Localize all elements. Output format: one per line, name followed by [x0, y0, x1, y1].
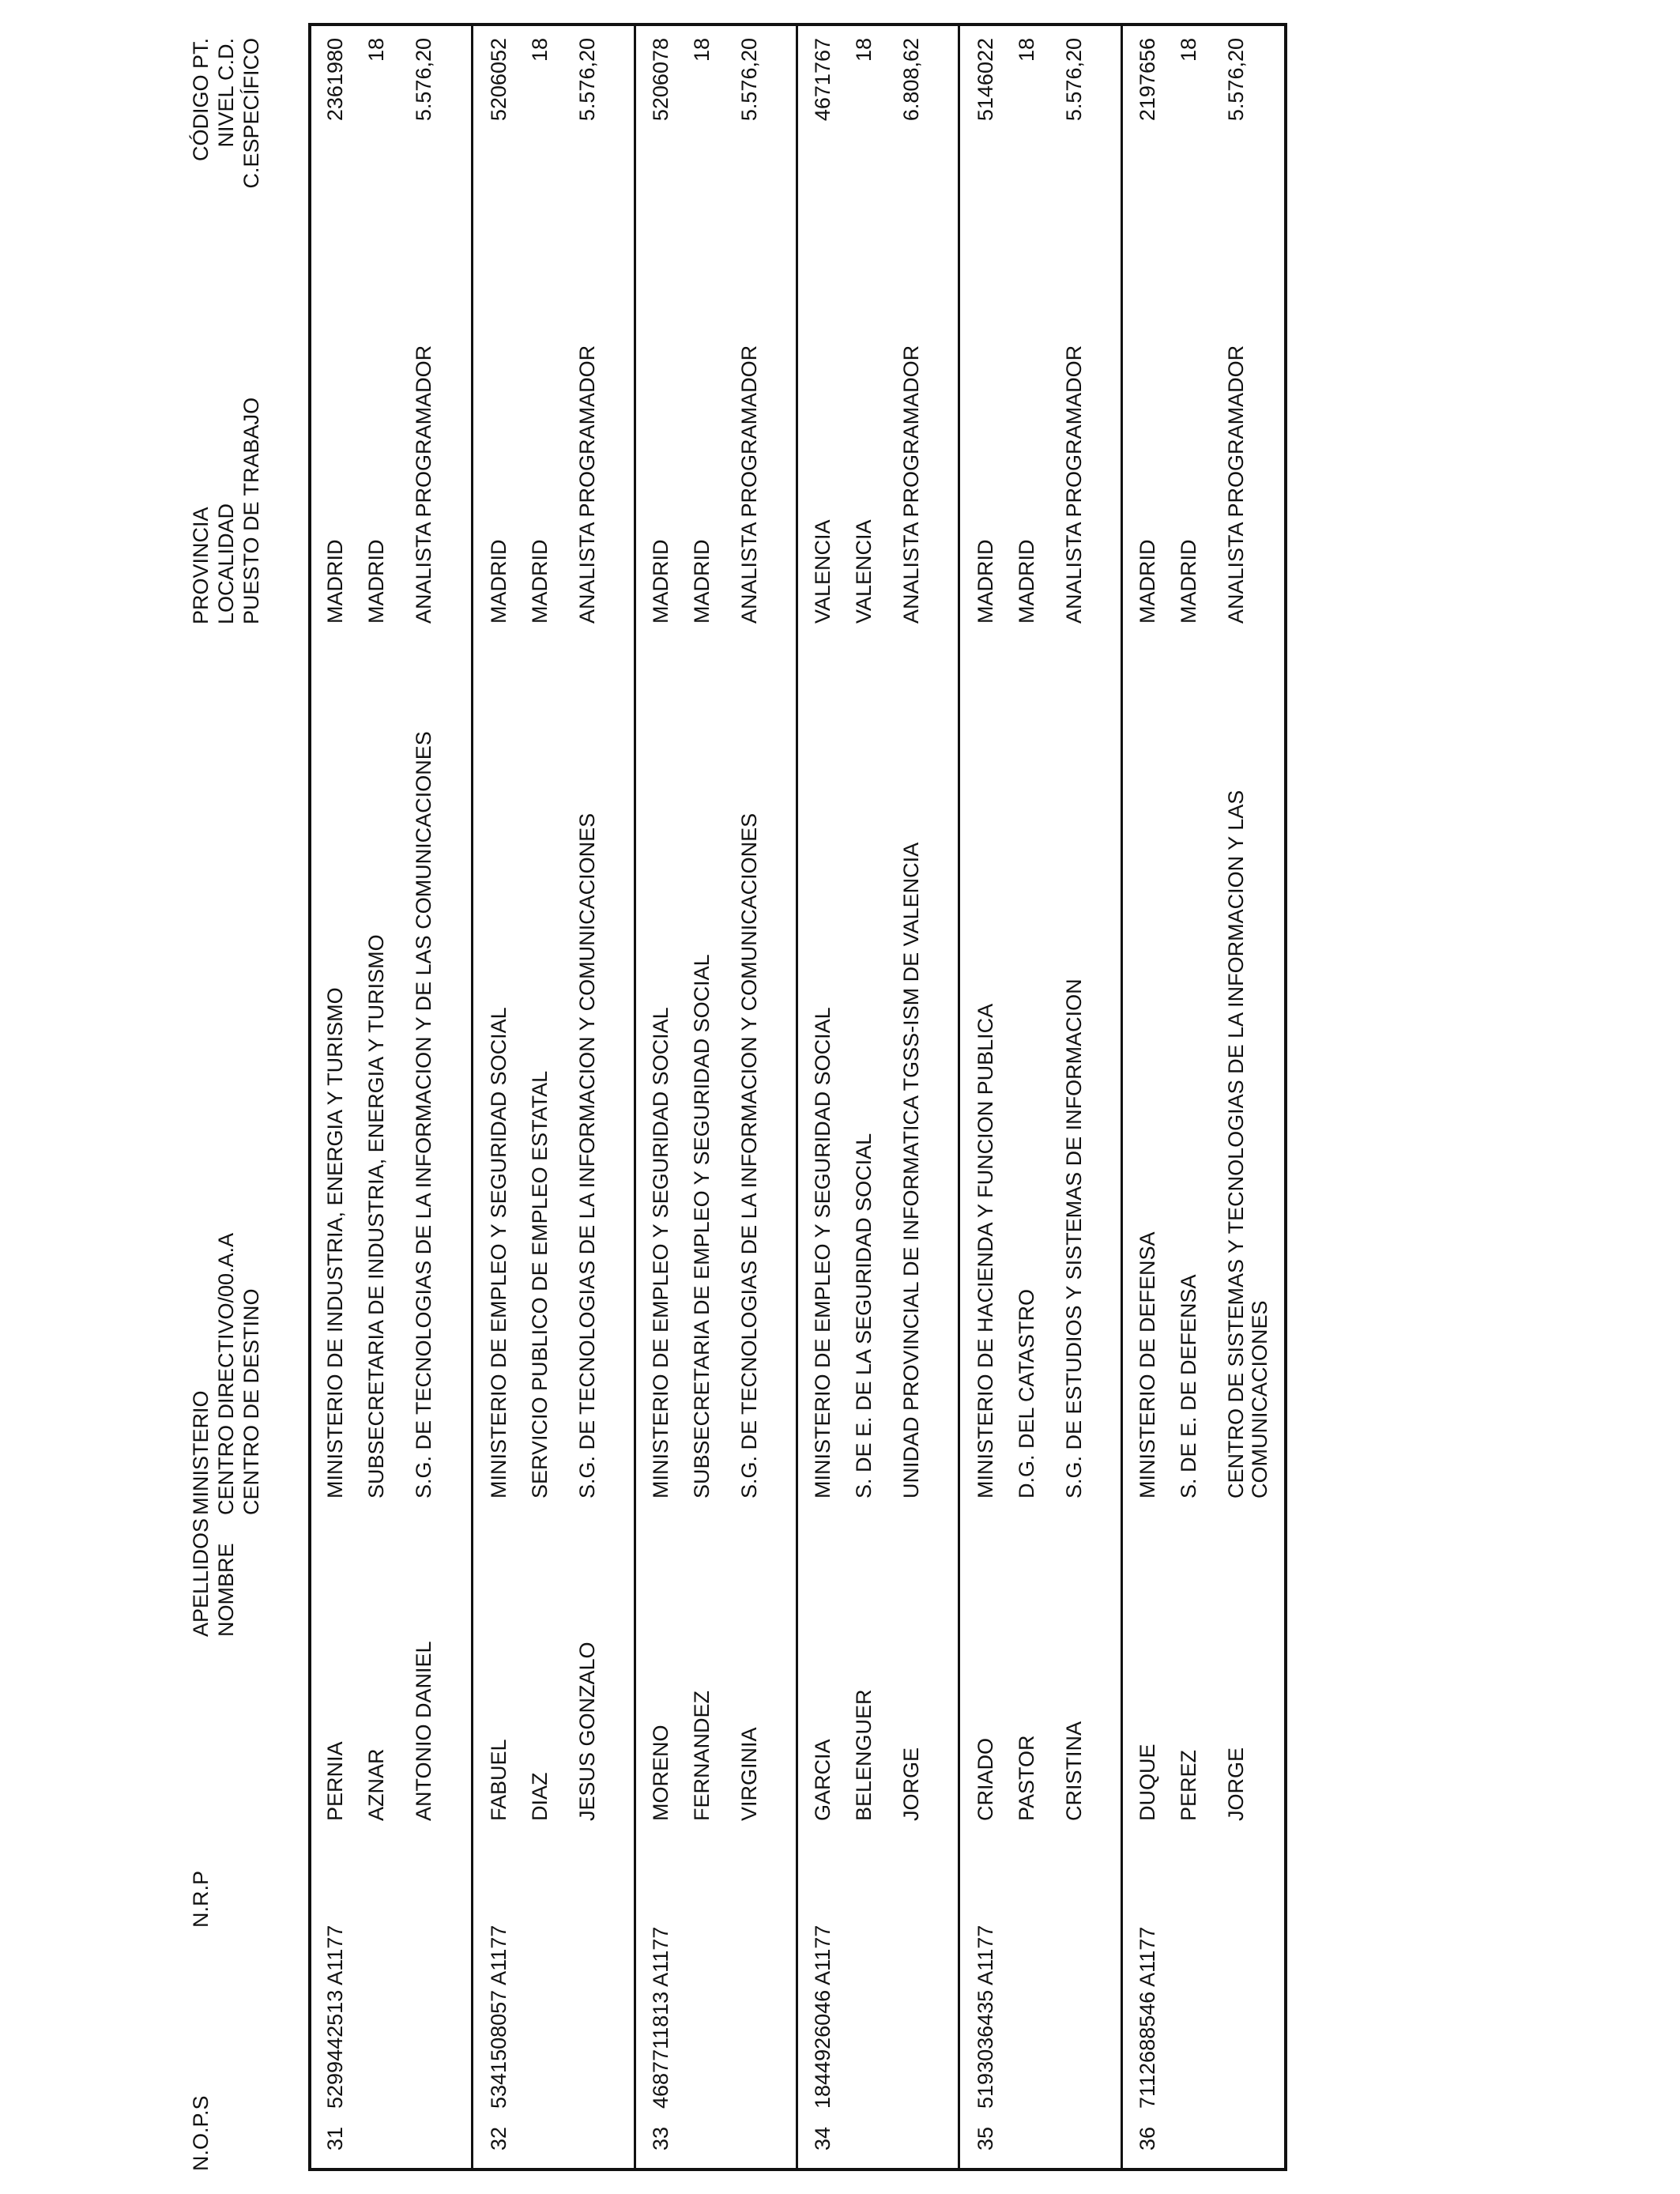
header-ministerio-centro [188, 1233, 264, 1515]
row-place-line: MADRID [487, 539, 510, 624]
row-center-line: MINISTERIO DE EMPLEO Y SEGURIDAD SOCIAL [811, 1007, 834, 1498]
row-nops: 32 [487, 2126, 510, 2151]
row-code-line: 5.576,20 [412, 38, 435, 122]
row-center-line: MINISTERIO DE DEFENSA [1136, 1231, 1159, 1498]
header-puesto: PUESTO DE TRABAJO [239, 397, 263, 624]
row-code-line: 5206078 [649, 38, 672, 122]
row-place-line: MADRID [323, 539, 347, 624]
row-code-line: 5.576,20 [737, 38, 761, 122]
row-place-line: MADRID [364, 539, 388, 624]
row-name-line: JORGE [1224, 1747, 1248, 1821]
row-center-line: SUBSECRETARIA DE INDUSTRIA, ENERGIA Y TURISMO [364, 934, 388, 1498]
row-name-line: MORENO [649, 1725, 672, 1821]
row-name-line: GARCIA [811, 1739, 834, 1821]
row-place-line: VALENCIA [811, 519, 834, 624]
header-nivel: NIVEL C.D. [214, 38, 238, 148]
row-code-line: 18 [852, 38, 876, 62]
row-name-line: ANTONIO DANIEL [412, 1641, 435, 1821]
row-code-line: 18 [690, 38, 714, 62]
row-center-line: S. DE E. DE LA SEGURIDAD SOCIAL [852, 1133, 876, 1498]
row-place-line: MADRID [649, 539, 672, 624]
row-center-line: S. DE E. DE DEFENSA [1177, 1274, 1200, 1498]
row-place-line: ANALISTA PROGRAMADOR [1062, 345, 1086, 624]
header-codigo: CÓDIGO PT. [189, 38, 213, 162]
row-place-line: ANALISTA PROGRAMADOR [1224, 345, 1248, 624]
row-code-line: 2361980 [323, 38, 347, 122]
row-code-line: 18 [1015, 38, 1038, 62]
header-ministerio: MINISTERIO [189, 1390, 213, 1515]
row-name-line: PASTOR [1015, 1735, 1038, 1821]
row-code-line: 5146022 [974, 38, 997, 122]
row-center-line: UNIDAD PROVINCIAL DE INFORMATICA TGSS-ISM DE VALENCIA [899, 842, 923, 1498]
header-centro-directivo: CENTRO DIRECTIVO/00.A.A [214, 1232, 238, 1515]
row-place-line: MADRID [974, 539, 997, 624]
row-place-line: ANALISTA PROGRAMADOR [737, 345, 761, 624]
header-apellidos-nombre [188, 1518, 239, 1637]
row-place-line: ANALISTA PROGRAMADOR [412, 345, 435, 624]
row-name-line: FABUEL [487, 1739, 510, 1821]
row-center-line: CENTRO DE SISTEMAS Y TECNOLOGIAS DE LA INFORMACION Y LAS [1224, 790, 1248, 1498]
row-nops: 34 [811, 2126, 834, 2151]
row-code-line: 5.576,20 [575, 38, 599, 122]
row-nrp: 7112688546 A1177 [1136, 1926, 1159, 2109]
row-center-line: COMUNICACIONES [1248, 1300, 1271, 1498]
row-name-line: PEREZ [1177, 1749, 1200, 1821]
row-name-line: BELENGUER [852, 1689, 876, 1821]
row-code-line: 18 [528, 38, 552, 62]
row-center-line: S.G. DE TECNOLOGIAS DE LA INFORMACION Y COMUNICACIONES [575, 812, 599, 1498]
row-nops: 31 [323, 2126, 347, 2151]
row-place-line: MADRID [690, 539, 714, 624]
header-provincia: PROVINCIA [189, 507, 213, 624]
row-center-line: SERVICIO PUBLICO DE EMPLEO ESTATAL [528, 1070, 552, 1498]
row-place-line: MADRID [528, 539, 552, 624]
row-name-line: JORGE [899, 1747, 923, 1821]
row-name-line: DUQUE [1136, 1744, 1159, 1821]
row-center-line: MINISTERIO DE EMPLEO Y SEGURIDAD SOCIAL [649, 1007, 672, 1498]
row-center-line: SUBSECRETARIA DE EMPLEO Y SEGURIDAD SOCIAL [690, 954, 714, 1498]
row-place-line: VALENCIA [852, 519, 876, 624]
row-center-line: MINISTERIO DE HACIENDA Y FUNCION PUBLICA [974, 1003, 997, 1498]
row-name-line: DIAZ [528, 1772, 552, 1821]
row-place-line: MADRID [1177, 539, 1200, 624]
row-separator [958, 23, 960, 2171]
row-center-line: D.G. DEL CATASTRO [1015, 1288, 1038, 1498]
row-separator [1121, 23, 1123, 2171]
header-nombre: NOMBRE [214, 1543, 238, 1637]
header-nops: N.O.P.S [189, 2095, 213, 2171]
row-nops: 35 [974, 2126, 997, 2151]
row-nrp: 4687711813 A1177 [649, 1926, 672, 2109]
header-centro-destino: CENTRO DE DESTINO [239, 1288, 263, 1515]
row-nops: 36 [1136, 2126, 1159, 2151]
row-name-line: AZNAR [364, 1748, 388, 1821]
row-nops: 33 [649, 2126, 672, 2151]
row-separator [634, 23, 636, 2171]
row-code-line: 2197656 [1136, 38, 1159, 122]
row-center-line: S.G. DE ESTUDIOS Y SISTEMAS DE INFORMACION [1062, 978, 1086, 1498]
row-nrp: 5193036435 A1177 [974, 1924, 997, 2109]
row-nrp: 5299442513 A1177 [323, 1924, 347, 2109]
header-localidad: LOCALIDAD [214, 503, 238, 624]
row-code-line: 5206052 [487, 38, 510, 122]
row-code-line: 4671767 [811, 38, 834, 122]
row-separator [471, 23, 473, 2171]
header-apellidos: APELLIDOS [189, 1517, 213, 1637]
row-center-line: MINISTERIO DE EMPLEO Y SEGURIDAD SOCIAL [487, 1007, 510, 1498]
row-separator [796, 23, 798, 2171]
row-place-line: MADRID [1136, 539, 1159, 624]
row-code-line: 18 [364, 38, 388, 62]
row-name-line: PERNIA [323, 1741, 347, 1821]
header-nrp: N.R.P [189, 1870, 213, 1928]
row-name-line: VIRGINIA [737, 1727, 761, 1821]
header-codigo-nivel-especifico [188, 38, 264, 218]
row-place-line: ANALISTA PROGRAMADOR [575, 345, 599, 624]
row-center-line: S.G. DE TECNOLOGIAS DE LA INFORMACION Y COMUNICACIONES [737, 812, 761, 1498]
row-code-line: 6.808,62 [899, 38, 923, 122]
row-code-line: 18 [1177, 38, 1200, 62]
header-provincia-localidad-puesto [188, 398, 264, 624]
row-center-line: MINISTERIO DE INDUSTRIA, ENERGIA Y TURISMO [323, 987, 347, 1498]
row-code-line: 5.576,20 [1062, 38, 1086, 122]
row-name-line: CRIADO [974, 1737, 997, 1821]
row-code-line: 5.576,20 [1224, 38, 1248, 122]
header-especifico: C.ESPECÍFICO [239, 38, 263, 189]
row-name-line: JESUS GONZALO [575, 1642, 599, 1821]
row-nrp: 1844926046 A1177 [811, 1924, 834, 2109]
row-nrp: 5341508057 A1177 [487, 1924, 510, 2109]
row-name-line: CRISTINA [1062, 1721, 1086, 1821]
row-place-line: MADRID [1015, 539, 1038, 624]
row-name-line: FERNANDEZ [690, 1690, 714, 1821]
row-place-line: ANALISTA PROGRAMADOR [899, 345, 923, 624]
row-center-line: S.G. DE TECNOLOGIAS DE LA INFORMACION Y DE LAS COMUNICACIONES [412, 731, 435, 1498]
